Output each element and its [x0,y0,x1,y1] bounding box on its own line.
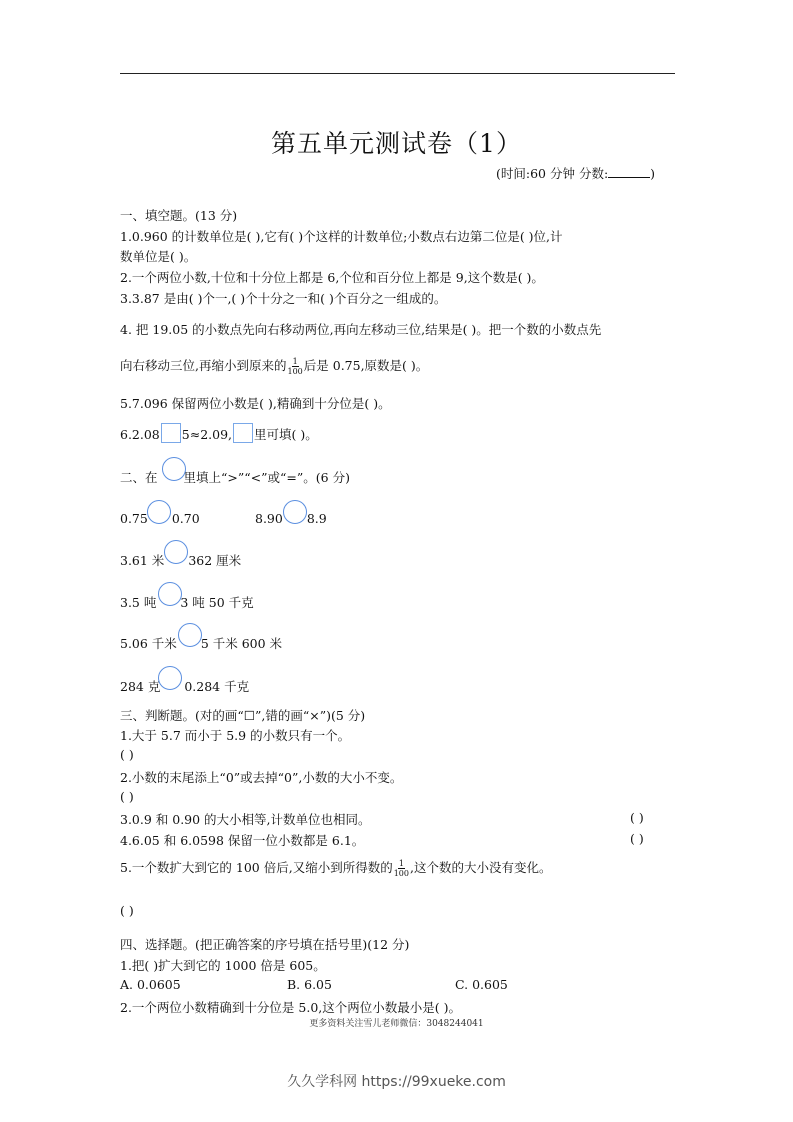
s1-q6-text-b: 5≈2.09, [181,427,232,442]
top-rule [120,73,675,74]
s1-q1-line2: 数单位是( )。 [120,249,197,264]
score-blank[interactable] [608,165,650,178]
s1-q1-line1: 1.0.960 的计数单位是( ),它有( )个这样的计数单位;小数点右边第二位是( )位,计 [120,229,563,244]
answer-box[interactable] [161,423,181,443]
s3-q5 [120,858,551,878]
compare-right: 5 千米 600 米 [200,636,283,651]
exam-meta [496,164,655,182]
watermark: 久久学科网 https://99xueke.com [287,1074,506,1090]
s3-q5-text-b: ,这个数的大小没有变化。 [410,860,552,875]
compare-left: 284 克 [120,679,161,694]
option-c[interactable]: C. 0.605 [455,977,508,992]
s1-q4-text-a: 向右移动三位,再缩小到原来的 [120,358,287,373]
compare-circle[interactable] [158,582,182,606]
page-title: 第五单元测试卷（1） [271,129,522,158]
s1-q6-text-c: 里可填( )。 [254,427,318,442]
s1-q4-line1: 4. 把 19.05 的小数点先向右移动两位,再向左移动三位,结果是( )。把一个数的小数点先 [120,322,602,337]
section4-heading: 四、选择题。(把正确答案的序号填在括号里)(12 分) [120,937,410,952]
exam-meta-text: (时间:60 分钟 分数: [496,166,609,181]
frac-den: 100 [287,367,303,376]
s4-q1: 1.把( )扩大到它的 1000 倍是 605。 [120,958,326,973]
footer-note: 更多资料关注雪儿老师微信：3048244041 [309,1019,484,1029]
frac-num: 1 [398,859,404,868]
compare-circle[interactable] [164,540,188,564]
compare-circle[interactable] [178,623,202,647]
option-a[interactable]: A. 0.0605 [120,977,181,992]
compare-circle[interactable] [283,500,307,524]
answer-bracket[interactable]: ( ) [630,810,644,825]
answer-bracket[interactable]: ( ) [120,789,134,804]
section3-heading: 三、判断题。(对的画“☐”,错的画“×”)(5 分) [120,708,366,723]
option-b[interactable]: B. 6.05 [287,977,332,992]
s3-q4: 4.6.05 和 6.0598 保留一位小数都是 6.1。 [120,833,365,848]
compare-right: 362 厘米 [188,553,242,568]
section2-heading [120,468,350,486]
compare-left: 5.06 千米 [120,636,177,651]
fraction-one-hundredth [287,357,302,376]
compare-right: 3 吨 50 千克 [180,595,254,610]
s1-q3: 3.3.87 是由( )个一,( )个十分之一和( )个百分之一组成的。 [120,291,447,306]
compare-left: 3.61 米 [120,553,165,568]
answer-bracket[interactable]: ( ) [120,747,134,762]
compare-row [120,593,254,611]
s2-heading-b: 里填上“>”“<”或“=”。(6 分) [183,470,350,485]
compare-right: 0.70 [171,511,200,526]
compare-left: 3.5 吨 [120,595,157,610]
compare-left: 8.90 [255,511,283,526]
answer-bracket[interactable]: ( ) [630,831,644,846]
compare-circle-legend [162,457,186,481]
s2-heading-a: 二、在 [120,470,158,485]
answer-bracket[interactable]: ( ) [120,903,134,918]
frac-num: 1 [292,357,298,366]
s3-q5-text-a: 5.一个数扩大到它的 100 倍后,又缩小到所得数的 [120,860,393,875]
s1-q6 [120,423,318,443]
s3-q2: 2.小数的末尾添上“0”或去掉“0”,小数的大小不变。 [120,770,403,785]
answer-box-legend [233,423,253,443]
compare-circle[interactable] [158,666,182,690]
compare-right: 0.284 千克 [184,679,250,694]
s1-q5: 5.7.096 保留两位小数是( ),精确到十分位是( )。 [120,396,391,411]
exam-meta-close: ) [650,166,656,181]
frac-den: 100 [393,869,409,878]
compare-circle[interactable] [147,500,171,524]
s1-q2: 2.一个两位小数,十位和十分位上都是 6,个位和百分位上都是 9,这个数是( )。 [120,270,544,285]
s1-q4-text-b: 后是 0.75,原数是( )。 [303,358,429,373]
section1-heading: 一、填空题。(13 分) [120,208,238,223]
s4-q2: 2.一个两位小数精确到十分位是 5.0,这个两位小数最小是( )。 [120,1000,461,1015]
compare-left: 0.75 [120,511,148,526]
s1-q6-text-a: 6.2.08 [120,427,160,442]
compare-row [120,677,249,695]
s1-q4-line2 [120,356,428,376]
s3-q3: 3.0.9 和 0.90 的大小相等,计数单位也相同。 [120,812,371,827]
s3-q1: 1.大于 5.7 而小于 5.9 的小数只有一个。 [120,728,351,743]
compare-right: 8.9 [306,511,327,526]
fraction-one-hundredth [394,859,409,878]
